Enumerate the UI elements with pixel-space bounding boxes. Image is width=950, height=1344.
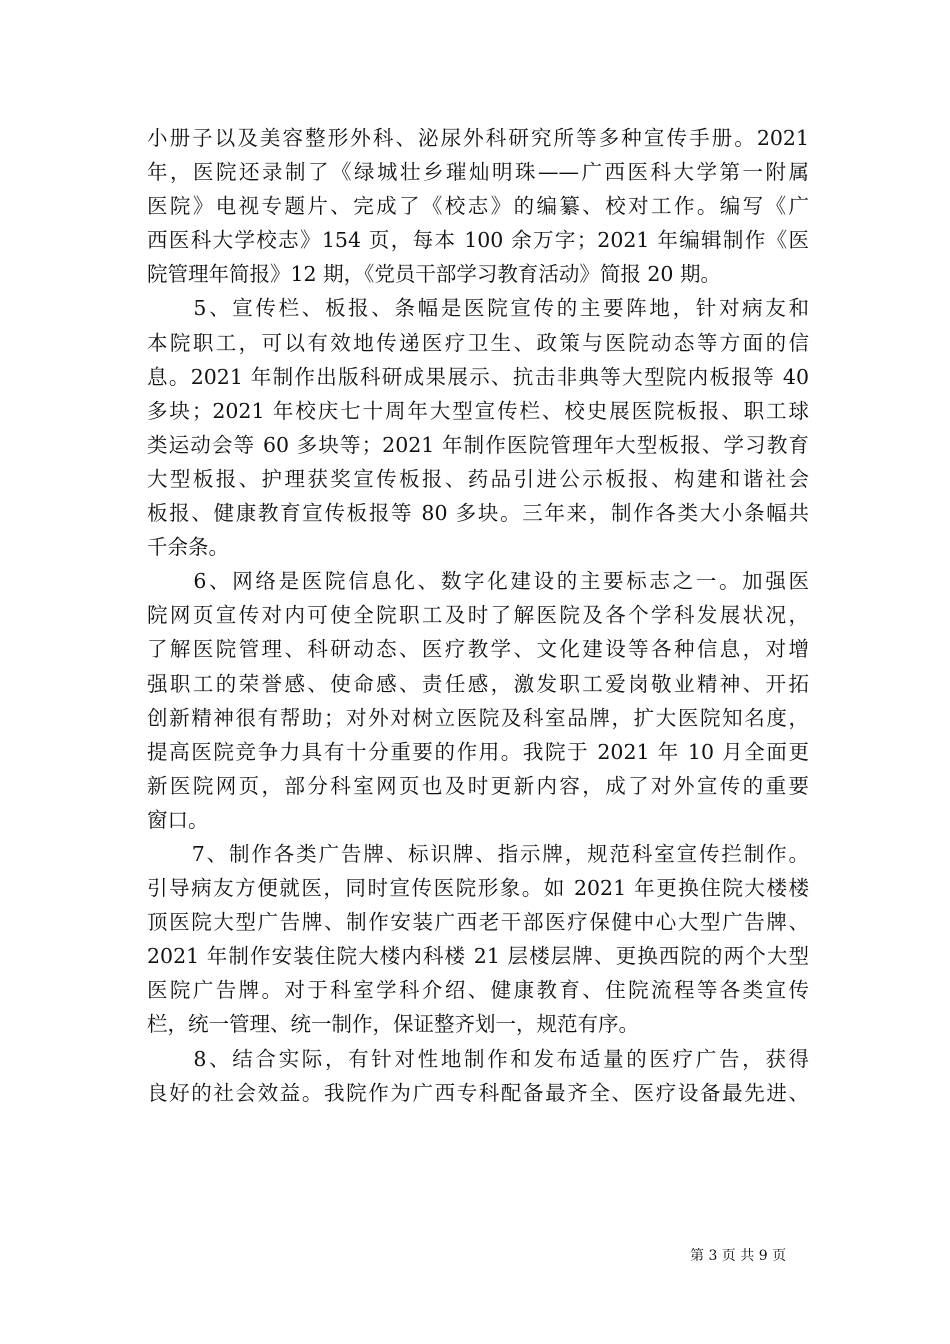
document-body bbox=[147, 121, 809, 1110]
text-line: 西医科大学校志》154 页，每本 100 余万字；2021 年编辑制作《医 bbox=[147, 228, 809, 253]
text-line: 创新精神很有帮助；对外对树立医院及科室品牌，扩大医院知名度， bbox=[147, 705, 809, 730]
text-line: 年，医院还录制了《绿城壮乡璀灿明珠——广西医科大学第一附属 bbox=[147, 160, 809, 185]
text-line: 本院职工，可以有效地传递医疗卫生、政策与医院动态等方面的信 bbox=[147, 330, 809, 355]
text-line: 院网页宣传对内可使全院职工及时了解医院及各个学科发展状况， bbox=[147, 603, 809, 628]
text-line: 医院广告牌。对于科室学科介绍、健康教育、住院流程等各类宣传 bbox=[147, 978, 809, 1003]
text-line: 大型板报、护理获奖宣传板报、药品引进公示板报、构建和谐社会 bbox=[147, 466, 809, 491]
text-line: 顶医院大型广告牌、制作安装广西老干部医疗保健中心大型广告牌、 bbox=[147, 910, 809, 935]
text-line: 良好的社会效益。我院作为广西专科配备最齐全、医疗设备最先进、 bbox=[147, 1080, 809, 1105]
text-line: 类运动会等 60 多块等；2021 年制作医院管理年大型板报、学习教育 bbox=[147, 432, 809, 457]
text-line: 千余条。 bbox=[147, 535, 229, 560]
text-line: 5、宣传栏、板报、条幅是医院宣传的主要阵地，针对病友和 bbox=[147, 296, 809, 321]
page-number-footer: 第 3 页 共 9 页 bbox=[690, 1248, 787, 1264]
text-line: 窗口。 bbox=[147, 807, 209, 832]
text-line: 提高医院竞争力具有十分重要的作用。我院于 2021 年 10 月全面更 bbox=[147, 739, 809, 764]
text-line: 小册子以及美容整形外科、泌尿外科研究所等多种宣传手册。2021 bbox=[147, 126, 809, 150]
text-line: 息。2021 年制作出版科研成果展示、抗击非典等大型院内板报等 40 bbox=[147, 364, 809, 389]
text-line: 新医院网页，部分科室网页也及时更新内容，成了对外宣传的重要 bbox=[147, 773, 809, 798]
text-line: 8、结合实际，有针对性地制作和发布适量的医疗广告，获得 bbox=[147, 1046, 809, 1071]
text-line: 强职工的荣誉感、使命感、责任感，激发职工爱岗敬业精神、开拓 bbox=[147, 671, 809, 696]
text-line: 2021 年制作安装住院大楼内科楼 21 层楼层牌、更换西院的两个大型 bbox=[147, 944, 809, 969]
text-line: 了解医院管理、科研动态、医疗教学、文化建设等各种信息，对增 bbox=[147, 637, 809, 662]
text-line: 医院》电视专题片、完成了《校志》的编纂、校对工作。编写《广 bbox=[147, 194, 809, 219]
text-line: 多块；2021 年校庆七十周年大型宣传栏、校史展医院板报、职工球 bbox=[147, 398, 809, 423]
text-line: 6、网络是医院信息化、数字化建设的主要标志之一。加强医 bbox=[147, 569, 809, 594]
text-line: 7、制作各类广告牌、标识牌、指示牌，规范科室宣传拦制作。 bbox=[147, 841, 809, 866]
text-line: 板报、健康教育宣传板报等 80 多块。三年来，制作各类大小条幅共 bbox=[147, 501, 809, 526]
text-line: 引导病友方便就医，同时宣传医院形象。如 2021 年更换住院大楼楼 bbox=[147, 876, 809, 901]
text-line: 院管理年简报》12 期，《党员干部学习教育活动》简报 20 期。 bbox=[147, 262, 721, 287]
text-line: 栏，统一管理、统一制作，保证整齐划一，规范有序。 bbox=[147, 1012, 639, 1037]
